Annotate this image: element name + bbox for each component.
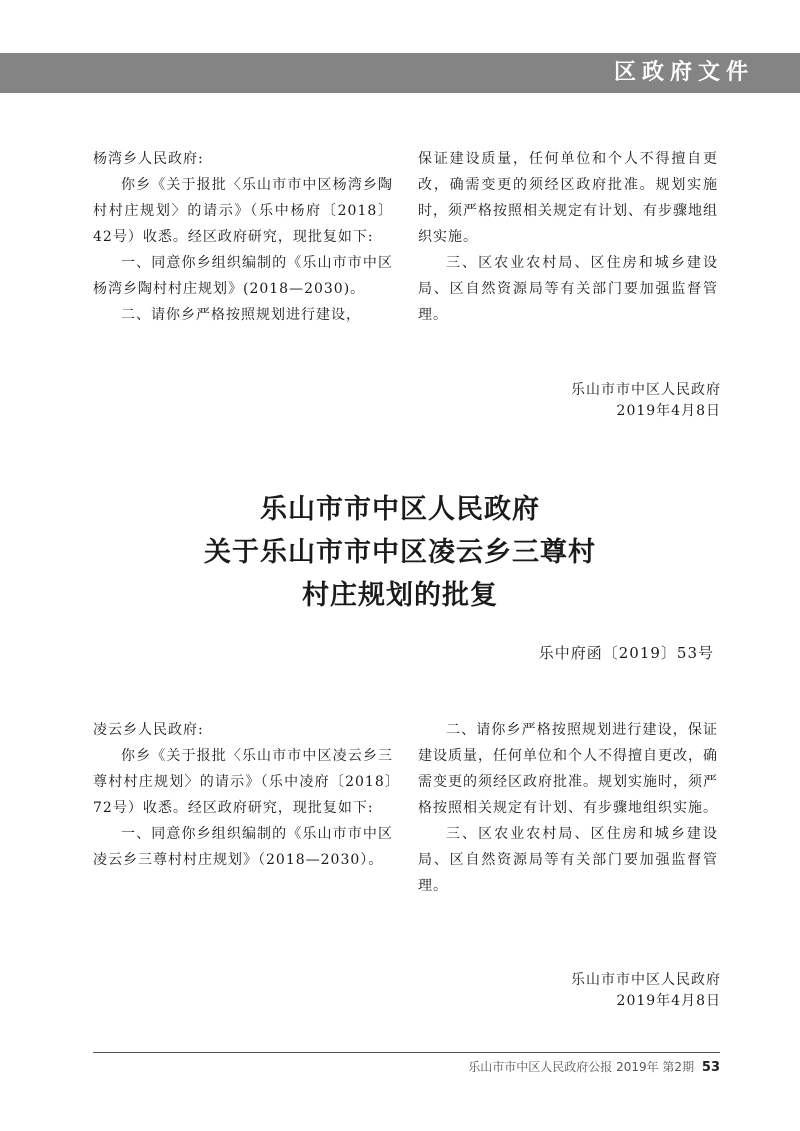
- doc2-addressee: 凌云乡人民政府:: [93, 722, 204, 738]
- doc1-paragraph: 二、请你乡严格按照规划进行建设，: [121, 307, 361, 323]
- doc2-document-number: 乐中府函〔2019〕53号: [538, 644, 714, 662]
- doc1-paragraph: 一、同意你乡组织编制的《乐山市市中区杨湾乡陶村村庄规划》(2018—2030)。: [93, 255, 393, 297]
- doc1-paragraph: 三、区农业农村局、区住房和城乡建设局、区自然资源局等有关部门要加强监督管理。: [418, 255, 718, 323]
- doc2-paragraph: 一、同意你乡组织编制的《乐山市市中区凌云乡三尊村村庄规划》（2018—2030）。: [93, 826, 393, 868]
- doc2-paragraph: 你乡《关于报批〈乐山市市中区凌云乡三尊村村庄规划〉的请示》（乐中凌府〔2018〕72号）收悉。经区政府研究，现批复如下:: [93, 748, 393, 816]
- doc1-paragraph: 保证建设质量，任何单位和个人不得擅自更改，确需变更的须经区政府批准。规划实施时，须严格按照相关规定有计划、有步骤地组织实施。: [418, 151, 718, 245]
- footer-divider: [93, 1052, 720, 1053]
- doc1-paragraph: 你乡《关于报批〈乐山市市中区杨湾乡陶村村庄规划〉的请示》（乐中杨府〔2018〕42号）收悉。经区政府研究，现批复如下:: [93, 177, 393, 245]
- doc2-paragraph: 二、请你乡严格按照规划进行建设，保证建设质量，任何单位和个人不得擅自更改，确需变更的须经区政府批准。规划实施时，须严格按照相关规定有计划、有步骤地组织实施。: [418, 722, 718, 816]
- doc2-signature-date: 2019年4月8日: [616, 993, 721, 1009]
- doc1-signature-date: 2019年4月8日: [616, 403, 721, 419]
- section-title: 区政府文件: [613, 60, 754, 85]
- doc1-addressee: 杨湾乡人民政府:: [93, 151, 204, 167]
- doc2-paragraph: 三、区农业农村局、区住房和城乡建设局、区自然资源局等有关部门要加强监督管理。: [418, 826, 718, 894]
- doc1-column-right: [418, 146, 718, 328]
- doc2-title-line: 村庄规划的批复: [302, 580, 498, 611]
- doc1-signature: [571, 380, 721, 422]
- header-bar: [0, 53, 800, 93]
- footer-publication: 乐山市市中区人民政府公报 2019年 第2期: [468, 1060, 695, 1074]
- footer: [468, 1058, 720, 1075]
- doc2-title-line: 乐山市市中区人民政府: [260, 494, 540, 525]
- doc2-title-line: 关于乐山市市中区凌云乡三尊村: [204, 537, 596, 568]
- doc2-column-right: [418, 717, 718, 899]
- doc2-column-left: [93, 717, 393, 873]
- doc1-signature-org: 乐山市市中区人民政府: [571, 382, 721, 398]
- doc2-title: [0, 488, 800, 617]
- doc1-column-left: [93, 146, 393, 328]
- doc2-signature: [571, 970, 721, 1012]
- page-number: 53: [701, 1060, 720, 1075]
- doc2-signature-org: 乐山市市中区人民政府: [571, 972, 721, 988]
